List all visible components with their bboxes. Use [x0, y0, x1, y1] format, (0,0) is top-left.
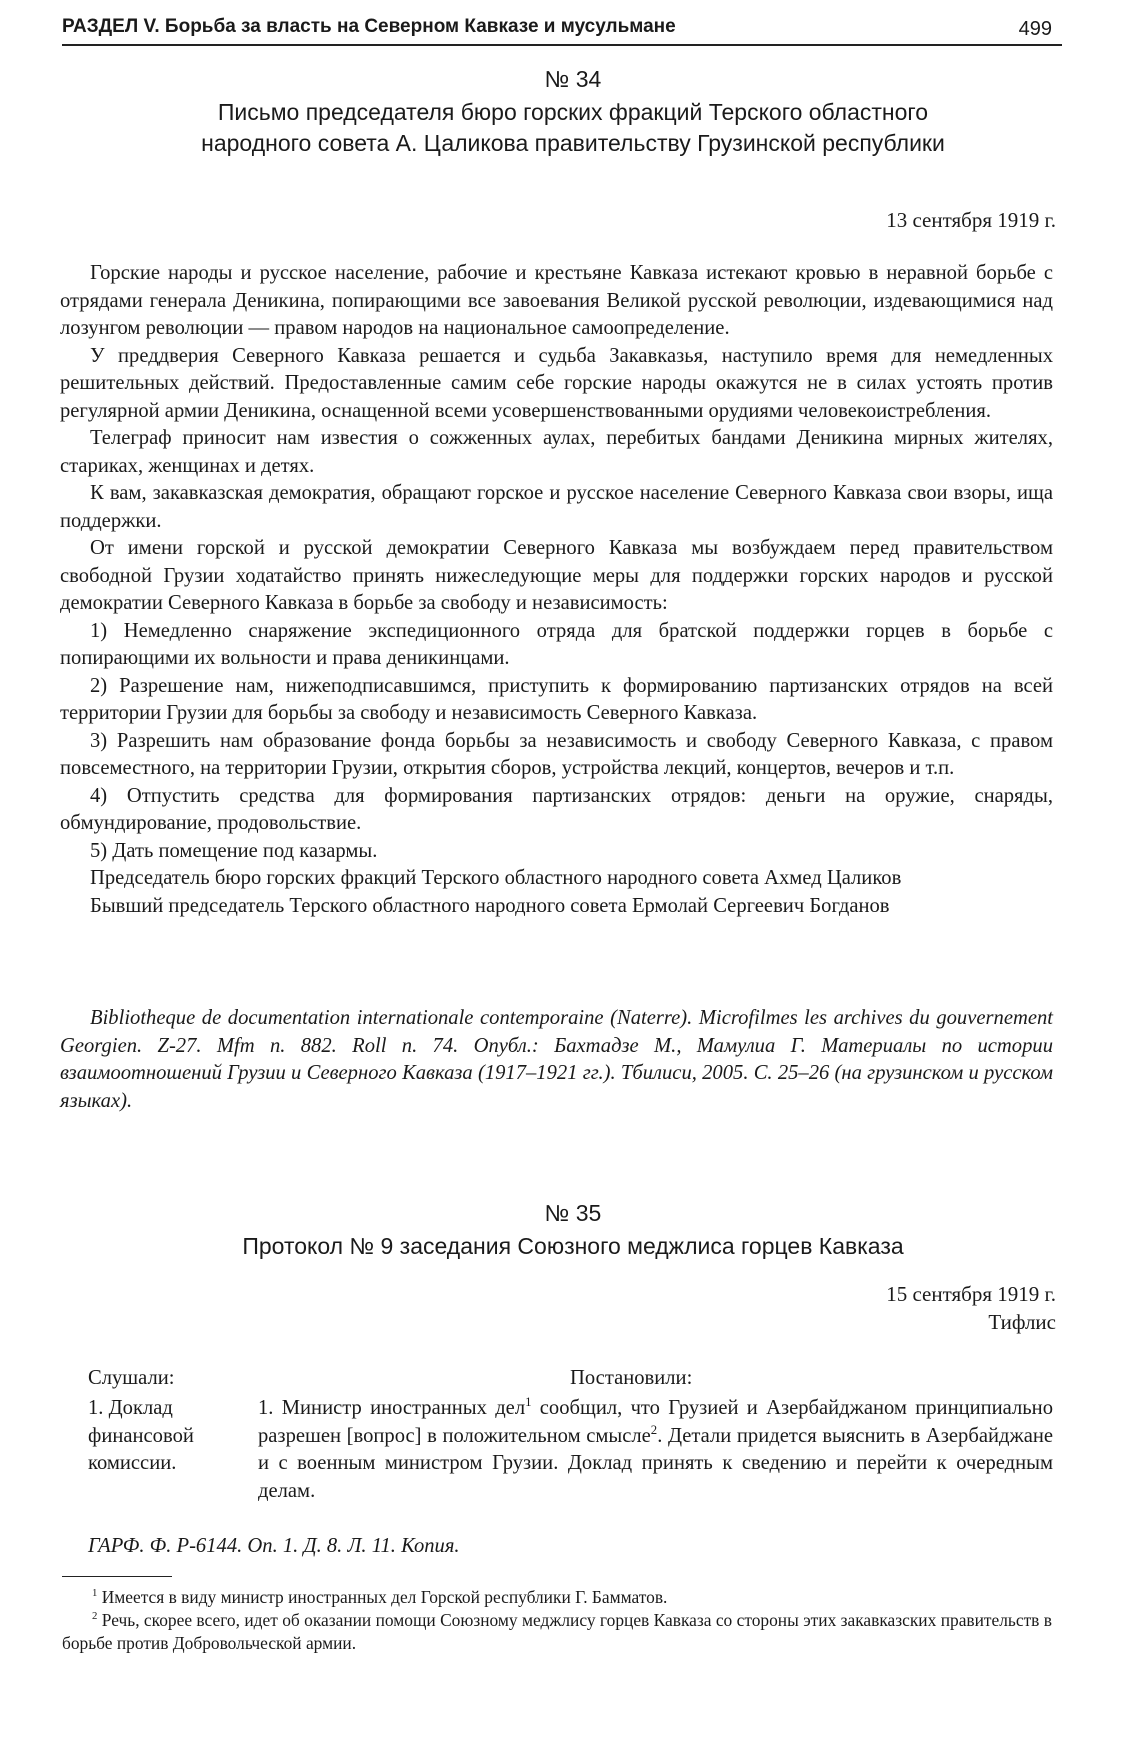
doc34-title-line2: народного совета А. Цаликова правительству Грузинской республики	[201, 130, 945, 156]
footnote-ref-2: 2	[650, 1422, 658, 1437]
doc34-paragraph: К вам, закавказская демократия, обращают горское и русское население Северного Кавказа свои взоры, ища поддержки.	[60, 482, 1053, 532]
heard-label: Слушали:	[88, 1367, 175, 1389]
doc34-title	[100, 97, 1046, 159]
doc34-list-item: 5) Дать помещение под казармы.	[90, 839, 378, 862]
doc34-list-item: 2) Разрешение нам, нижеподписавшимся, приступить к формированию партизанских отрядов на всей территории Грузии для борьбы за свободу и независимость Северного Кавказа.	[60, 674, 1053, 724]
doc34-paragraph: У преддверия Северного Кавказа решается и судьба Закавказья, наступило время для немедленных решительных действий. Предоставленные самим себе горские народы окажутся не в силах устоять против регулярной армии Деникина, оснащенной всеми усовершенствованными орудиями человекоистребления.	[60, 344, 1053, 422]
footnote-ref-1: 1	[525, 1395, 532, 1410]
doc34-paragraph: От имени горской и русской демократии Северного Кавказа мы возбуждаем перед правительством свободной Грузии ходатайство принять нижеследующие меры для поддержки горских народов и русской демократии Северного Кавказа в борьбе за свободу и независимость:	[60, 537, 1053, 614]
doc34-source: Bibliotheque de documentation internationale contemporaine (Naterre). Microfilmes les archives du gouvernement Georgien. Z-27. Mfm n. 882. Roll n. 74. Опубл.: Бахтадзе М., Мамулиа Г. Материалы по истории взаимоотношений Грузии и Северного Кавказа (1917–1921 гг.). Тбилиси, 2005. С. 25–26 (на грузинском и русском языках).	[60, 1007, 1053, 1112]
footnote-2-text: Речь, скорее всего, идет об оказании помощи Союзному меджлису горцев Кавказа со стороны этих закавказских правительств в борьбе против Добровольческой армии.	[62, 1610, 1052, 1653]
doc34-number: № 34	[544, 66, 602, 92]
doc34-paragraph: Телеграф приносит нам известия о сожженных аулах, перебитых бандами Деникина мирных жителях, стариках, женщинах и детях.	[60, 427, 1053, 477]
doc35-number: № 35	[544, 1200, 602, 1226]
decided-part2: сообщил, что Грузией и Азербайджаном принципиально разрешен [вопрос] в положительном смысле	[258, 1397, 1053, 1447]
doc34-title-line1: Письмо председателя бюро горских фракций Терского областного	[217, 99, 929, 125]
footnote-1	[62, 1586, 1052, 1609]
doc34-signature: Бывший председатель Терского областного народного совета Ермолай Сергеевич Богданов	[90, 894, 890, 917]
decided-part3: . Детали придется выяснить в Азербайджане и с военным министром Грузии. Доклад принять к сведению и перейти к очередным делам.	[258, 1424, 1053, 1502]
decided-text	[258, 1395, 1053, 1505]
footnote-1-mark: 1	[92, 1587, 98, 1600]
decided-part1: 1. Министр иностранных дел	[258, 1397, 526, 1419]
footnote-1-text: Имеется в виду министр иностранных дел Горской республики Г. Бамматов.	[97, 1587, 668, 1607]
doc34-body	[60, 260, 1053, 920]
doc35-date: 15 сентября 1919 г.	[886, 1282, 1056, 1306]
doc35-archive: ГАРФ. Ф. Р-6144. Оп. 1. Д. 8. Л. 11. Копия.	[88, 1535, 460, 1557]
doc35-title: Протокол № 9 заседания Союзного меджлиса горцев Кавказа	[242, 1233, 904, 1259]
decided-label: Постановили:	[570, 1367, 693, 1389]
running-header	[62, 14, 1062, 46]
footnote-rule	[62, 1576, 172, 1577]
heard-text: 1. Доклад финансовой комиссии.	[88, 1397, 194, 1474]
doc34-list-item: 4) Отпустить средства для формирования партизанских отрядов: деньги на оружие, снаряды, обмундирование, продовольствие.	[60, 784, 1053, 834]
footnote-2-mark: 2	[92, 1610, 98, 1623]
doc34-paragraph: Горские народы и русское население, рабочие и крестьяне Кавказа истекают кровью в неравной борьбе с отрядами генерала Деникина, попирающими все завоевания Великой русской революции, издевающимися над лозунгом революции — правом народов на национальное самоопределение.	[60, 262, 1053, 339]
doc34-list-item: 3) Разрешить нам образование фонда борьбы за независимость и свободу Северного Кавказа, с правом повсеместного, на территории Грузии, открытия сборов, устройства лекций, концертов, вечеров и т.п.	[60, 729, 1053, 779]
doc34-date: 13 сентября 1919 г.	[886, 208, 1056, 232]
doc35-date-place	[886, 1280, 1056, 1336]
footnote-2	[62, 1609, 1052, 1655]
doc35-place: Тифлис	[988, 1310, 1056, 1334]
footnotes	[62, 1586, 1052, 1655]
doc34-signature: Председатель бюро горских фракций Терского областного народного совета Ахмед Цаликов	[90, 867, 902, 889]
doc34-list-item: 1) Немедленно снаряжение экспедиционного отряда для братской поддержки горцев в борьбе с попирающими их вольности и права деникинцами.	[60, 619, 1053, 669]
page-number: 499	[1018, 18, 1052, 40]
section-title: РАЗДЕЛ V. Борьба за власть на Северном Кавказе и мусульмане	[62, 16, 676, 37]
